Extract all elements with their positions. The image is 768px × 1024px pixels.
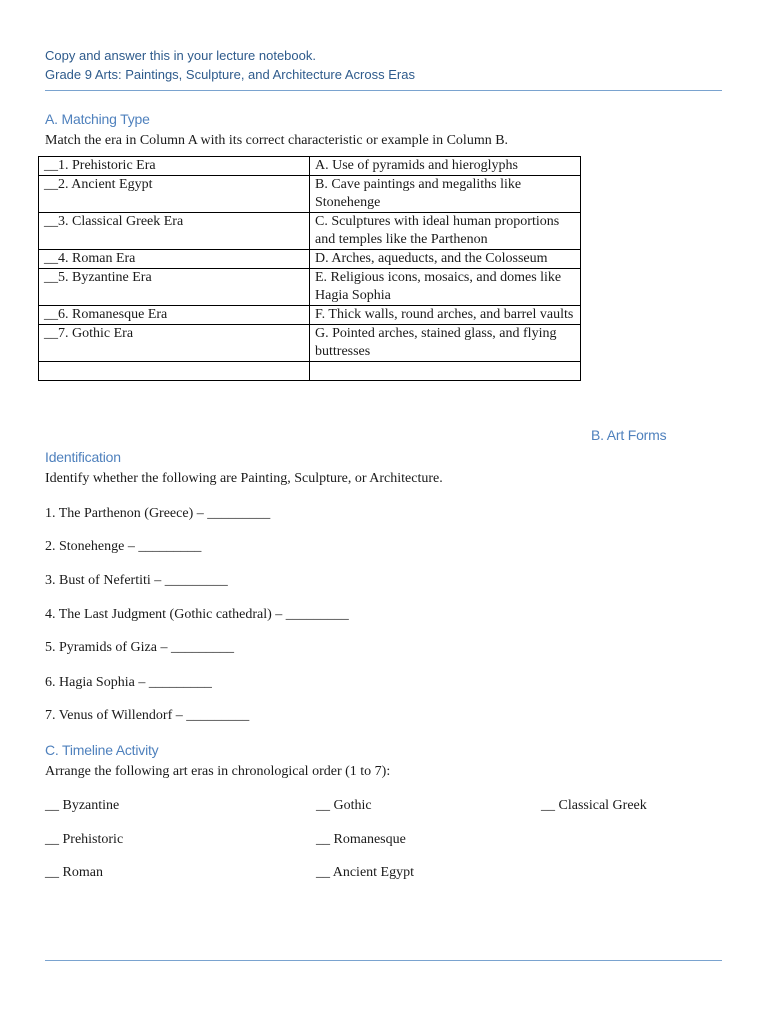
column-a-cell: __2. Ancient Egypt: [39, 176, 310, 213]
header-divider: [45, 90, 722, 91]
timeline-item: __ Romanesque: [316, 832, 406, 847]
identification-heading: Identification: [45, 449, 121, 465]
timeline-item: __ Roman: [45, 865, 103, 880]
footer-divider: [45, 960, 722, 961]
column-b-cell: A. Use of pyramids and hieroglyphs: [310, 157, 581, 176]
section-a-heading: A. Matching Type: [45, 111, 150, 127]
table-row: [39, 269, 581, 306]
column-b-cell: C. Sculptures with ideal human proportions and temples like the Parthenon: [310, 213, 581, 250]
table-row-empty: [39, 362, 581, 381]
column-b-cell: F. Thick walls, round arches, and barrel vaults: [310, 306, 581, 325]
identification-item: 6. Hagia Sophia – _________: [45, 675, 212, 690]
table-row: [39, 306, 581, 325]
section-a-instruction: Match the era in Column A with its correct characteristic or example in Column B.: [45, 133, 509, 148]
column-a-cell: __4. Roman Era: [39, 250, 310, 269]
column-b-cell: G. Pointed arches, stained glass, and flying buttresses: [310, 325, 581, 362]
identification-item: 1. The Parthenon (Greece) – _________: [45, 506, 271, 521]
section-c-instruction: Arrange the following art eras in chronological order (1 to 7):: [45, 764, 391, 779]
timeline-item: __ Prehistoric: [45, 832, 124, 847]
column-a-cell: __3. Classical Greek Era: [39, 213, 310, 250]
table-row: [39, 250, 581, 269]
matching-table: [38, 156, 581, 381]
column-b-cell: B. Cave paintings and megaliths like Stonehenge: [310, 176, 581, 213]
column-a-cell: __6. Romanesque Era: [39, 306, 310, 325]
identification-instruction: Identify whether the following are Painting, Sculpture, or Architecture.: [45, 471, 443, 486]
identification-item: 2. Stonehenge – _________: [45, 539, 202, 554]
timeline-item: __ Gothic: [316, 798, 372, 813]
section-b-heading: B. Art Forms: [591, 427, 667, 443]
identification-item: 3. Bust of Nefertiti – _________: [45, 573, 228, 588]
timeline-item: __ Ancient Egypt: [316, 865, 414, 880]
identification-item: 7. Venus of Willendorf – _________: [45, 708, 250, 723]
column-a-cell: [39, 362, 310, 381]
table-row: [39, 213, 581, 250]
table-row: [39, 325, 581, 362]
timeline-item: __ Classical Greek: [541, 798, 647, 813]
column-b-cell: [310, 362, 581, 381]
section-c-heading: C. Timeline Activity: [45, 742, 159, 758]
table-row: [39, 176, 581, 213]
column-b-cell: D. Arches, aqueducts, and the Colosseum: [310, 250, 581, 269]
timeline-item: __ Byzantine: [45, 798, 120, 813]
identification-item: 4. The Last Judgment (Gothic cathedral) – _________: [45, 607, 349, 622]
column-a-cell: __7. Gothic Era: [39, 325, 310, 362]
column-a-cell: __5. Byzantine Era: [39, 269, 310, 306]
header-line-1: Copy and answer this in your lecture notebook.: [45, 48, 316, 63]
column-b-cell: E. Religious icons, mosaics, and domes like Hagia Sophia: [310, 269, 581, 306]
table-row: [39, 157, 581, 176]
identification-item: 5. Pyramids of Giza – _________: [45, 640, 234, 655]
column-a-cell: __1. Prehistoric Era: [39, 157, 310, 176]
header-line-2: Grade 9 Arts: Paintings, Sculpture, and Architecture Across Eras: [45, 67, 415, 82]
